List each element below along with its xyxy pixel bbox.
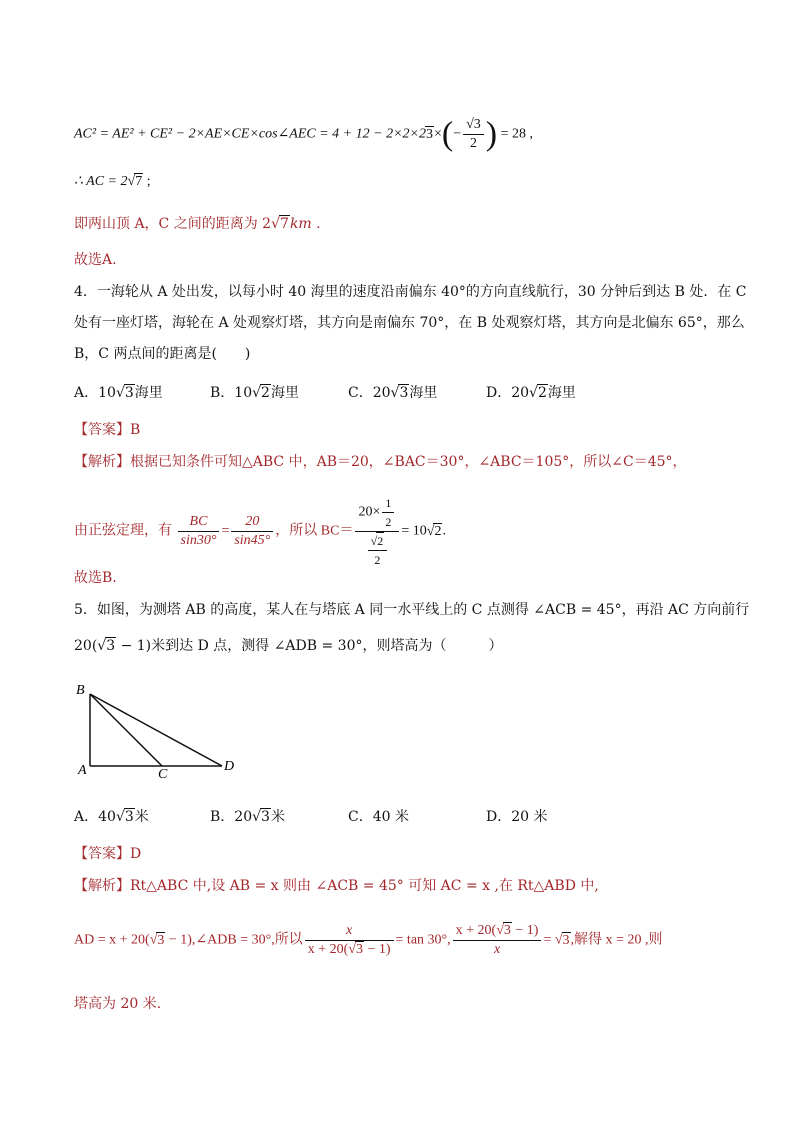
- label-b: B: [76, 683, 85, 698]
- q4-stem-line2: 处有一座灯塔，海轮在 A 处观察灯塔，其方向是南偏东 70°，在 B 处观察灯塔，其方向是北偏东 65°，那么: [74, 315, 745, 331]
- q5-equation: AD = x + 20(√3 − 1),∠ADB = 30°,所以 $\frac{x}{x + 20(√3 - 1)}$ = tan 30°, $\frac{x + 20(√3 - 1)}{x}$ = √3,解得 x = 20 ,则: [74, 923, 663, 957]
- fraction: $\frac{x}{x + 20(√3 - 1)}$: [305, 922, 394, 959]
- q4-analysis: 【解析】根据已知条件可知△ABC 中，AB＝20，∠BAC＝30°，∠ABC＝105°，所以∠C＝45°，: [74, 454, 687, 470]
- q4-stem-line1: 4．一海轮从 A 处出发，以每小时 40 海里的速度沿南偏东 40°的方向直线航行，30 分钟后到达 B 处．在 C: [74, 284, 747, 300]
- label-d: D: [224, 759, 235, 774]
- q3-law-of-cosines-line: AC² = AE² + CE² − 2×AE×CE×cos∠AEC = 4 + 12 − 2×2×23×(− $\frac{√3}{2}$ ) = 28 ,: [74, 115, 534, 153]
- fraction: $\frac{20}{\sin 45^\circ}$: [231, 513, 273, 550]
- q4-choice: 故选B.: [74, 570, 117, 586]
- q5-stem-line2: 20(√3 − 1)米到达 D 点，测得 ∠ADB = 30°，则塔高为（ ）: [74, 638, 503, 654]
- q4-option-b: B．10√2海里: [210, 385, 299, 401]
- q5-analysis: 【解析】Rt△ABC 中,设 AB = x 则由 ∠ACB = 45° 可知 AC = x ,在 Rt△ABD 中,: [74, 878, 599, 894]
- q5-option-d: D．20 米: [486, 809, 548, 825]
- bc-line: [90, 694, 162, 766]
- q4-option-d: D．20√2海里: [486, 385, 576, 401]
- q5-stem-line1: 5．如图，为测塔 AB 的高度，某人在与塔底 A 同一水平线上的 C 点测得 ∠ACB = 45°，再沿 AC 方向前行: [74, 602, 750, 618]
- label-c: C: [158, 767, 168, 782]
- q3-conclusion: 即两山顶 A，C 之间的距离为 2√7km .: [74, 216, 321, 232]
- label-a: A: [78, 763, 87, 778]
- q3-choice: 故选A.: [74, 252, 117, 268]
- q5-option-a: A．40√3米: [74, 809, 149, 825]
- q4-option-c: C．20√3海里: [348, 385, 438, 401]
- q4-answer: 【答案】B: [74, 422, 141, 438]
- compound-fraction: 20× $\frac{1}{2}$ $\frac{√2}{2}$: [355, 494, 399, 569]
- q5-conclusion: 塔高为 20 米.: [74, 996, 162, 1012]
- q5-answer: 【答案】D: [74, 846, 142, 862]
- bd-line: [90, 694, 222, 766]
- q4-sine-law: 由正弦定理，有 $\frac{BC}{\sin 30^\circ}$ = $\frac{20}{\sin 45^\circ}$ ，所以 BC＝ 20× $\frac{1}{2}$ $\frac{√2}{2}$ = 10√2.: [74, 496, 446, 567]
- sqrt-radicand: 3: [425, 126, 433, 142]
- tower-triangle-figure: [74, 682, 254, 782]
- fraction: $\frac{BC}{\sin 30^\circ}$: [178, 513, 220, 550]
- q4-option-a: A．10√3海里: [74, 385, 163, 401]
- fraction: $\frac{√3}{2}$: [463, 116, 484, 153]
- q3-ac-result: ∴ AC = 2√7 ;: [74, 174, 151, 189]
- q4-stem-line3: B，C 两点间的距离是( ): [74, 346, 251, 362]
- fraction: $\frac{x + 20(√3 - 1)}{x}$: [453, 922, 542, 959]
- q5-option-b: B．20√3米: [210, 809, 285, 825]
- q5-option-c: C．40 米: [348, 809, 409, 825]
